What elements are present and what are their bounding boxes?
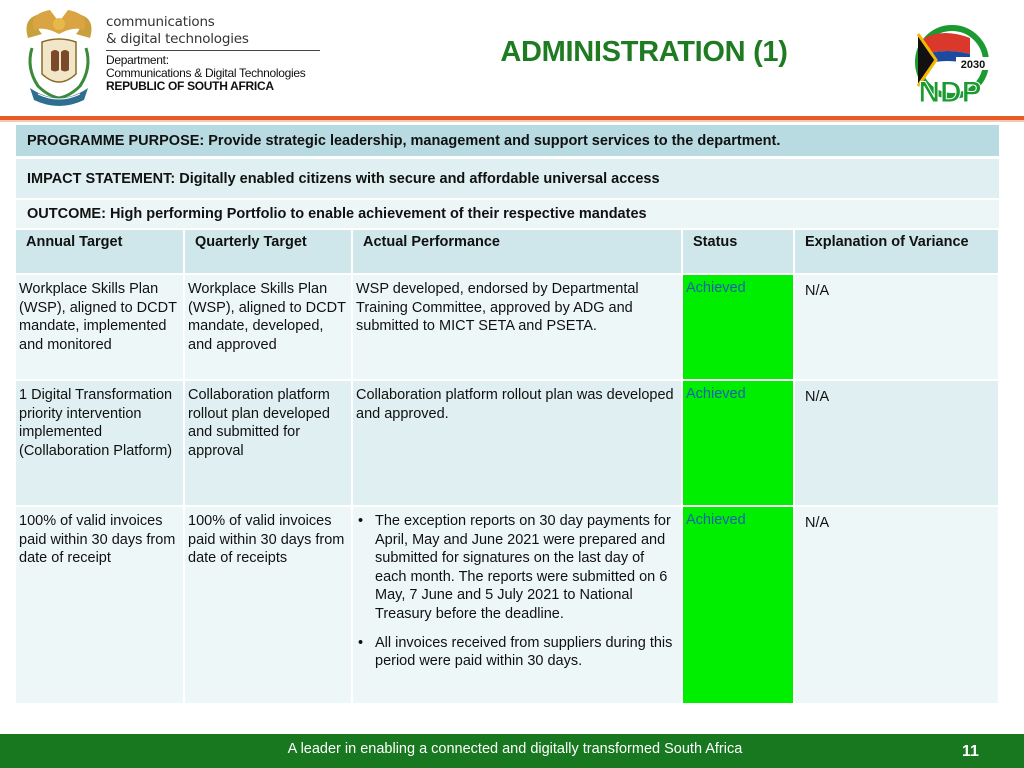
variance-cell: N/A xyxy=(794,274,999,380)
status-cell: Achieved xyxy=(682,506,794,704)
ndp-logo-text: NDP xyxy=(918,76,982,108)
slide-header xyxy=(0,0,1024,116)
header-actual-performance: Actual Performance xyxy=(352,230,682,274)
slide-title: ADMINISTRATION (1) xyxy=(500,36,788,68)
header-status: Status xyxy=(682,230,794,274)
header-explanation-of-variance: Explanation of Variance xyxy=(794,230,999,274)
table-row xyxy=(16,274,999,380)
ndp-2030-logo-icon xyxy=(904,24,994,108)
annual-target-cell: 1 Digital Transformation priority intervention implemented (Collaboration Platform) xyxy=(16,380,184,506)
list-item: • All invoices received from suppliers during this period were paid within 30 days. xyxy=(356,634,678,671)
status-cell: Achieved xyxy=(682,380,794,506)
header-divider-light xyxy=(0,120,1024,122)
dept-name-line1: communications xyxy=(106,14,215,30)
status-cell: Achieved xyxy=(682,274,794,380)
variance-cell: N/A xyxy=(794,380,999,506)
annual-target-cell: Workplace Skills Plan (WSP), aligned to DCDT mandate, implemented and monitored xyxy=(16,274,184,380)
performance-table xyxy=(16,230,1000,705)
actual-performance-cell: WSP developed, endorsed by Departmental Training Committee, approved by ADG and submitted to MICT SETA and PSETA. xyxy=(352,274,682,380)
header-quarterly-target: Quarterly Target xyxy=(184,230,352,274)
table-row xyxy=(16,380,999,506)
impact-statement-bar: IMPACT STATEMENT: Digitally enabled citizens with secure and affordable universal access xyxy=(16,159,999,198)
page-number: 11 xyxy=(962,743,979,760)
slide-footer xyxy=(0,734,1024,768)
dept-full-name: Communications & Digital Technologies xyxy=(106,66,306,80)
annual-target-cell: 100% of valid invoices paid within 30 days from date of receipt xyxy=(16,506,184,704)
variance-cell: N/A xyxy=(794,506,999,704)
footer-tagline: A leader in enabling a connected and digitally transformed South Africa xyxy=(287,741,743,757)
coat-of-arms-icon xyxy=(20,8,98,106)
department-block xyxy=(106,14,320,93)
dept-country: REPUBLIC OF SOUTH AFRICA xyxy=(106,79,274,93)
quarterly-target-cell: Workplace Skills Plan (WSP), aligned to DCDT mandate, developed, and approved xyxy=(184,274,352,380)
quarterly-target-cell: Collaboration platform rollout plan developed and submitted for approval xyxy=(184,380,352,506)
dept-label: Department: xyxy=(106,53,169,67)
actual-performance-list xyxy=(356,512,678,671)
actual-performance-cell: Collaboration platform rollout plan was developed and approved. xyxy=(352,380,682,506)
dept-divider xyxy=(106,50,320,51)
header-annual-target: Annual Target xyxy=(16,230,184,274)
quarterly-target-cell: 100% of valid invoices paid within 30 days from date of receipts xyxy=(184,506,352,704)
actual-performance-cell xyxy=(352,506,682,704)
table-header-row xyxy=(16,230,999,274)
programme-purpose-bar: PROGRAMME PURPOSE: Provide strategic leadership, management and support services to the department. xyxy=(16,125,999,156)
dept-name-line2: & digital technologies xyxy=(106,31,249,47)
list-item: • The exception reports on 30 day payments for April, May and June 2021 were prepared and submitted for signatures on the last day of each month. The reports were submitted on 6 May, 7 June and 5 July 2021 to National Treasury before the deadline. xyxy=(356,512,678,624)
table-row xyxy=(16,506,999,704)
ndp-logo-year: 2030 xyxy=(960,59,986,71)
outcome-bar: OUTCOME: High performing Portfolio to enable achievement of their respective mandates xyxy=(16,200,999,228)
